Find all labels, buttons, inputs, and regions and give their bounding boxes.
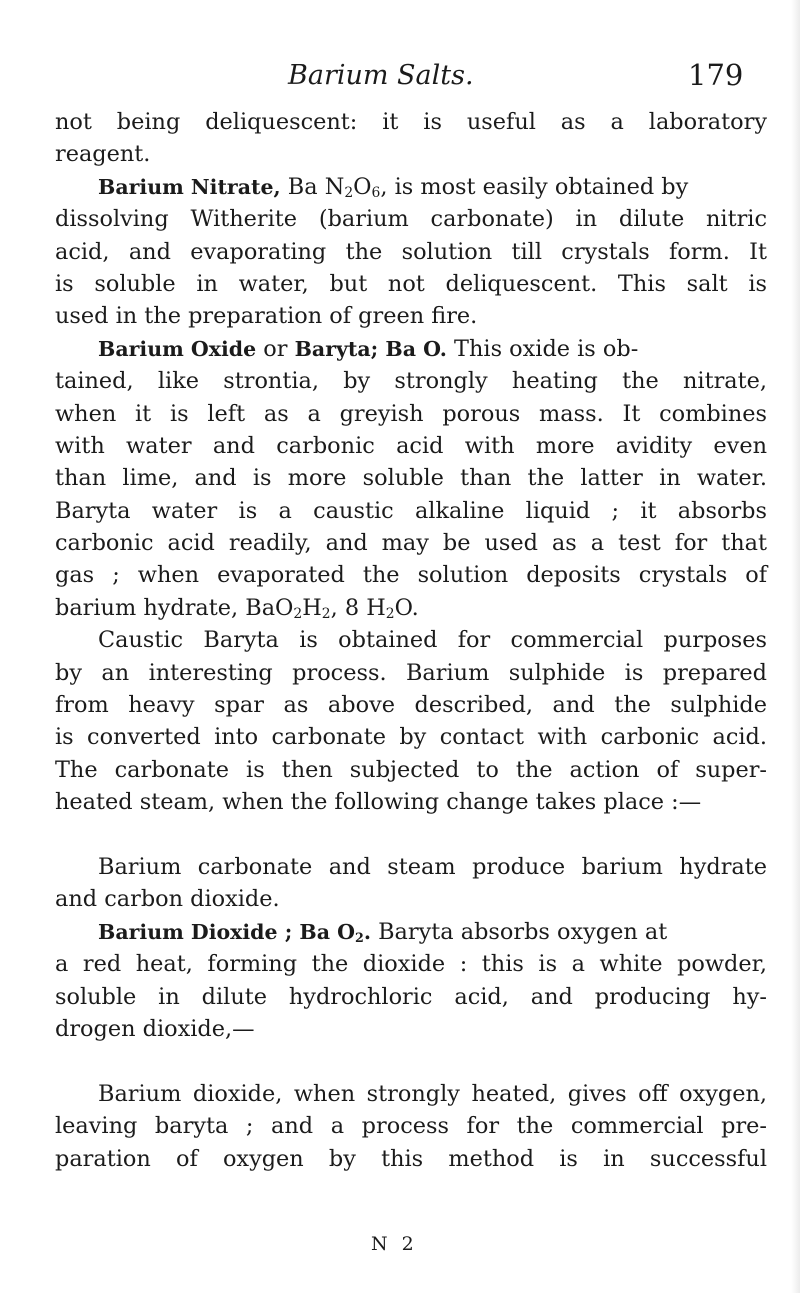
page-edge-shadow [791, 0, 800, 1293]
text-line: not being deliquescent: it is useful as a laboratory [55, 109, 767, 135]
equation-dioxide-hcl [55, 1045, 767, 1077]
formula: Ba $N_2O_6$ [287, 173, 381, 201]
text-line: drogen dioxide,— [55, 1015, 255, 1042]
text-line: leaving baryta ; and a process for the commercial pre- [55, 1113, 767, 1140]
text-line: when it is left as a greyish porous mass. It combines [55, 400, 767, 427]
equation-carbonate-steam [55, 819, 767, 851]
paragraph-barium-nitrate: Barium Nitrate, Ba $N_2O_6$, is most easily obtained by [98, 173, 689, 201]
text-line: soluble in dilute hydrochloric acid, and producing hy- [55, 983, 767, 1010]
term-barium-dioxide: Barium Dioxide ; [98, 919, 293, 944]
text-line: gas ; when evaporated the solution deposits crystals of [55, 562, 767, 589]
text-line: Barium dioxide, when strongly heated, gives off oxygen, [98, 1080, 767, 1107]
text-line: a red heat, forming the dioxide : this is a white powder, [55, 951, 767, 978]
text-line: acid, and evaporating the solution till crystals form. It [55, 238, 767, 265]
text-line: paration of oxygen by this method is in successful [55, 1145, 767, 1172]
text-line: is converted into carbonate by contact with carbonic acid. [55, 724, 767, 751]
formula: Ba $O_2$. [299, 919, 371, 945]
term-baryta: Baryta; [294, 336, 379, 361]
term-barium-oxide: Barium Oxide [98, 336, 257, 361]
text-line: Caustic Baryta is obtained for commercial purposes [98, 627, 767, 654]
page-header [0, 58, 800, 94]
text-line: than lime, and is more soluble than the latter in water. [55, 465, 767, 492]
text-line: barium hydrate, $BaO_2H_2$, 8 $H_2O$. [55, 594, 419, 622]
running-head: Barium Salts. [288, 60, 474, 91]
signature-mark: N 2 [371, 1233, 418, 1255]
text-line: from heavy spar as above described, and the sulphide [55, 692, 767, 719]
text-line: carbonic acid readily, and may be used as a test for that [55, 530, 767, 557]
text-line: by an interesting process. Barium sulphide is prepared [55, 659, 767, 686]
paragraph-barium-oxide: Barium Oxide or Baryta; Ba O. This oxide is ob- [98, 335, 639, 362]
page-number: 179 [688, 58, 744, 92]
text-line: Baryta water is a caustic alkaline liquid ; it absorbs [55, 497, 767, 524]
text-line: tained, like strontia, by strongly heating the nitrate, [55, 368, 767, 395]
text-line: with water and carbonic acid with more avidity even [55, 432, 767, 459]
formula: Ba O. [385, 336, 447, 361]
text-line: is soluble in water, but not deliquescent. This salt is [55, 270, 767, 297]
term-barium-nitrate: Barium Nitrate, [98, 174, 281, 199]
text-line: used in the preparation of green fire. [55, 303, 478, 330]
text-line: dissolving Witherite (barium carbonate) in dilute nitric [55, 206, 767, 233]
text-line: reagent. [55, 141, 151, 168]
text-line: Barium carbonate and steam produce barium hydrate [98, 853, 767, 880]
text-line: heated steam, when the following change takes place :— [55, 789, 702, 816]
paragraph-barium-dioxide: Barium Dioxide ; Ba $O_2$. Baryta absorbs oxygen at [98, 918, 668, 945]
text-line: The carbonate is then subjected to the action of super- [55, 756, 767, 783]
text-line: and carbon dioxide. [55, 886, 280, 913]
body-text [55, 106, 767, 1175]
